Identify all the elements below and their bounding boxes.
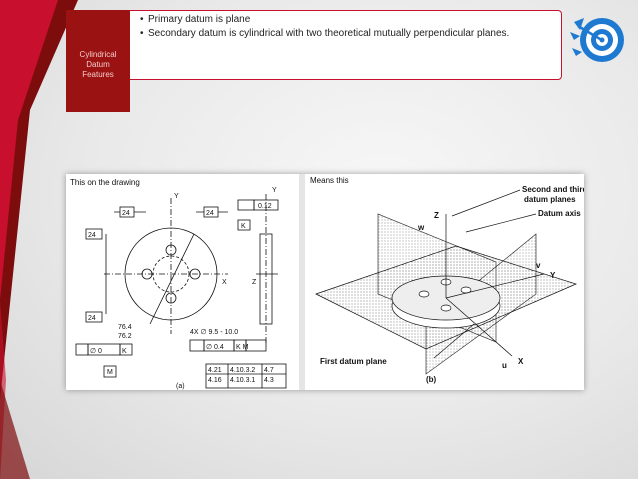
- panel-divider: [299, 174, 305, 390]
- dim-left-bottom: 24: [88, 315, 96, 322]
- dim-top-right: 24: [206, 210, 214, 217]
- label-datum-planes: datum planes: [524, 195, 576, 204]
- diameter-lower: 76.2: [118, 333, 132, 340]
- section-tab-line3: Features: [82, 70, 114, 79]
- datum-planes-diagram: [306, 174, 584, 390]
- perp-tolerance: ∅ 0: [90, 348, 102, 355]
- axis-v-label: v: [536, 261, 541, 270]
- right-caption: Means this: [310, 176, 349, 185]
- axis-y-label: Y: [550, 271, 556, 280]
- label-second-third: Second and third: [522, 185, 584, 194]
- diameter-upper: 76.4: [118, 324, 132, 331]
- axis-y-side-label: Y: [272, 187, 277, 194]
- perp-ref: K: [122, 348, 127, 355]
- datum-m-label: M: [107, 369, 113, 376]
- label-datum-axis: Datum axis: [538, 209, 581, 218]
- table-cell: 4.7: [264, 367, 274, 374]
- fig-label-b: (b): [426, 375, 437, 384]
- bullet-item: • Primary datum is plane: [140, 14, 550, 27]
- label-first-datum-plane: First datum plane: [320, 357, 387, 366]
- section-tab-line1: Cylindrical: [79, 50, 117, 59]
- holes-note: 4X ∅ 9.5 - 10.0: [190, 329, 239, 336]
- datum-k-label: K: [241, 223, 246, 230]
- axis-u-label: u: [502, 361, 507, 370]
- table-cell: 4.21: [208, 367, 222, 374]
- fig-label-a: (a): [176, 383, 185, 390]
- axis-x-label: X: [518, 357, 524, 366]
- table-cell: 4.10.3.2: [230, 367, 256, 374]
- axis-z-label: Z: [434, 211, 439, 220]
- drawing-right-panel: [306, 174, 584, 390]
- engineering-drawing: [66, 174, 296, 390]
- flatness-value: 0.12: [258, 203, 272, 210]
- bullet-list: [140, 14, 550, 41]
- drawing-left-panel: [66, 174, 296, 390]
- position-tolerance: ∅ 0.4: [206, 344, 224, 351]
- axis-y-label: Y: [174, 193, 179, 200]
- left-caption: This on the drawing: [70, 178, 140, 187]
- axis-w-label: w: [418, 223, 425, 232]
- table-cell: 4.3: [264, 377, 274, 384]
- drawing-figure: [66, 174, 584, 390]
- axis-z-label: Z: [252, 279, 257, 286]
- bullet-item: • Secondary datum is cylindrical with two theoretical mutually perpendicular planes.: [140, 28, 550, 41]
- axis-x-label: X: [222, 279, 227, 286]
- dim-left-top: 24: [88, 232, 96, 239]
- position-refs: K M: [236, 344, 249, 351]
- target-logo-icon: [570, 12, 626, 68]
- section-tab: [66, 10, 130, 112]
- section-tab-line2: Datum: [86, 60, 110, 69]
- table-cell: 4.10.3.1: [230, 377, 256, 384]
- dim-top-left: 24: [122, 210, 130, 217]
- table-cell: 4.16: [208, 377, 222, 384]
